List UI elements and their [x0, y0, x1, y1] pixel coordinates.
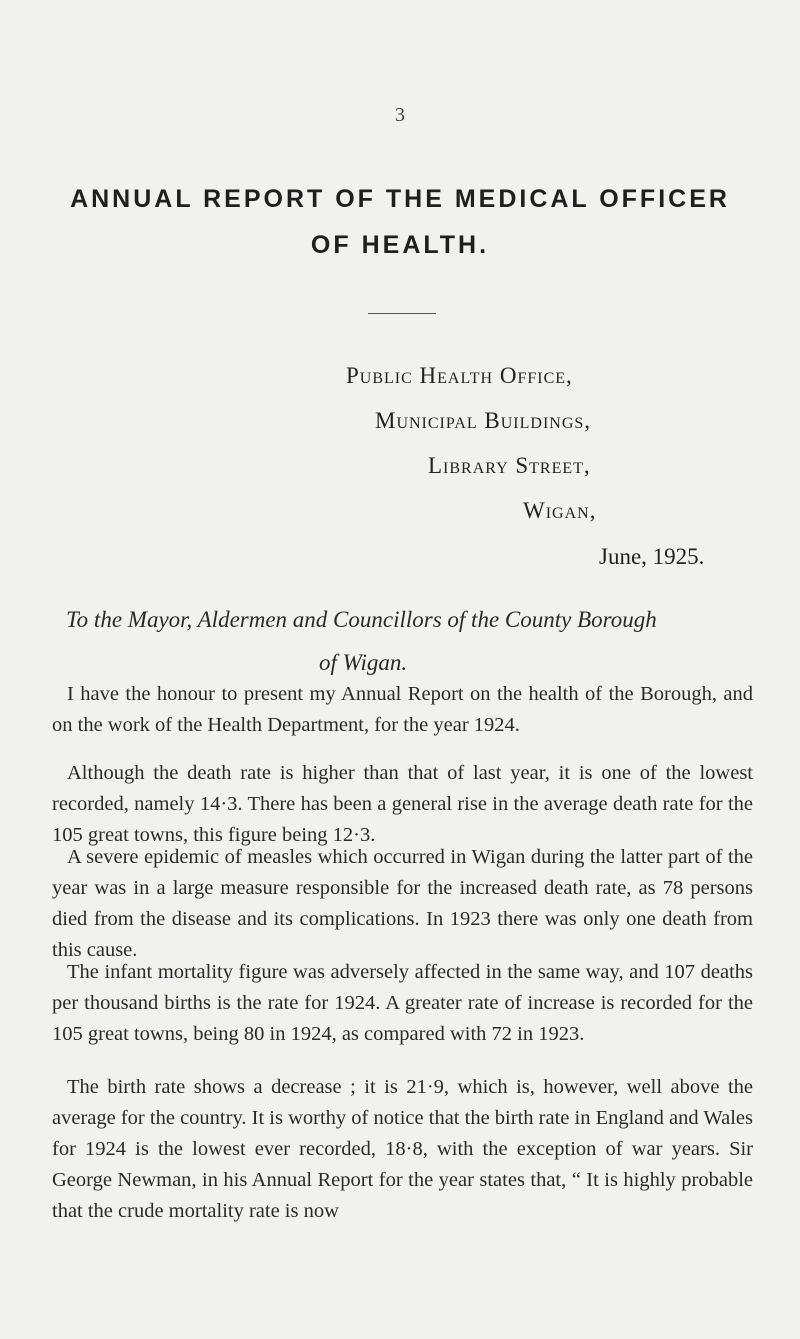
address-street: Library Street,	[428, 453, 591, 478]
report-title-line-1: ANNUAL REPORT OF THE MEDICAL OFFICER	[70, 185, 730, 213]
paragraph-death-rate: Although the death rate is higher than that of last year, it is one of the lowest recorded, namely 14·3. There has been a general rise in the average death rate for the 105 great towns, this figure being 12·3.	[52, 762, 753, 846]
report-title-line-2: OF HEALTH.	[310, 231, 490, 259]
salutation-line-1: To the Mayor, Aldermen and Councillors of the County Borough	[66, 607, 657, 632]
paragraph-introduction: I have the honour to present my Annual Report on the health of the Borough, and on the work of the Health Department, for the year 1924.	[52, 683, 753, 736]
page-number: 3	[395, 104, 405, 126]
divider-rule	[368, 313, 436, 314]
address-town: Wigan,	[523, 498, 597, 523]
letter-date: June, 1925.	[599, 544, 705, 569]
address-office: Public Health Office,	[346, 363, 573, 388]
paragraph-infant-mortality: The infant mortality figure was adversely affected in the same way, and 107 deaths per thousand births is the rate for 1924. A greater rate of increase is recorded for the 105 great towns, being 80 in 1924, as compared with 72 in 1923.	[52, 961, 753, 1045]
paragraph-measles: A severe epidemic of measles which occurred in Wigan during the latter part of the year was in a large measure responsible for the increased death rate, as 78 persons died from the disease and its complications. In 1923 there was only one death from this cause.	[52, 846, 753, 961]
paragraph-birth-rate: The birth rate shows a decrease ; it is 21·9, which is, however, well above the average for the country. It is worthy of notice that the birth rate in England and Wales for 1924 is the lowest ever recorded, 18·8, with the exception of war years. Sir George Newman, in his Annual Report for the year states that, “ It is highly probable that the crude mortality rate is now	[52, 1076, 753, 1222]
address-buildings: Municipal Buildings,	[375, 408, 592, 433]
salutation-line-2: of Wigan.	[319, 650, 408, 675]
